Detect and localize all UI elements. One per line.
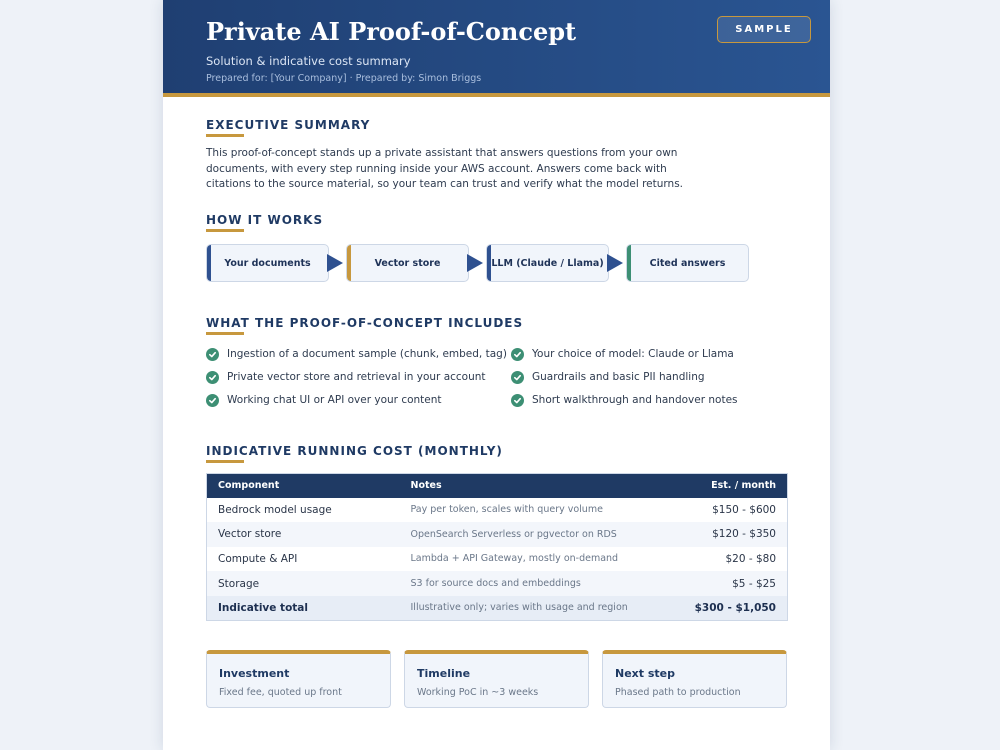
- column-header-component: Component: [207, 474, 400, 498]
- check-circle-icon: [511, 371, 524, 384]
- column-header-notes: Notes: [400, 474, 660, 498]
- include-item: [206, 370, 486, 384]
- table-row: [207, 498, 788, 523]
- card-text: Fixed fee, quoted up front: [219, 687, 342, 698]
- flow-step-label: Your documents: [224, 257, 311, 269]
- cell-notes: Lambda + API Gateway, mostly on-demand: [410, 553, 619, 565]
- flow-step-llm: [486, 244, 609, 282]
- executive-summary-text: [206, 146, 706, 193]
- include-item: [206, 393, 442, 407]
- check-circle-icon: [206, 371, 219, 384]
- heading-underline: [206, 229, 244, 232]
- cell-component: Compute & API: [218, 552, 298, 565]
- include-item: [511, 347, 734, 361]
- cell-total-label: Indicative total: [207, 596, 400, 621]
- summary-line: citations to the source material, so your team can trust and verify what the model returns.: [206, 178, 683, 190]
- heading-underline: [206, 332, 244, 335]
- cell-notes: Pay per token, scales with query volume: [410, 504, 603, 516]
- card-title: Investment: [219, 667, 290, 680]
- cell-total-estimate: $300 - $1,050: [660, 596, 788, 621]
- flow-step-vector-store: [346, 244, 469, 282]
- table-row: [207, 547, 788, 572]
- cell-component: Vector store: [207, 522, 400, 547]
- prepared-by-line: Prepared for: [Your Company] · Prepared by: Simon Briggs: [206, 73, 482, 84]
- document-header: [163, 0, 830, 97]
- includes-heading: WHAT THE PROOF-OF-CONCEPT INCLUDES: [206, 316, 524, 330]
- check-circle-icon: [206, 394, 219, 407]
- include-item-label: Guardrails and basic PII handling: [532, 371, 705, 383]
- include-item-label: Your choice of model: Claude or Llama: [532, 348, 734, 360]
- flow-step-label: Vector store: [374, 257, 441, 269]
- check-circle-icon: [511, 394, 524, 407]
- summary-line: documents, with every step running inside your AWS account. Answers come back with: [206, 162, 667, 175]
- include-item-label: Short walkthrough and handover notes: [532, 394, 738, 406]
- arrow-right-icon: [327, 254, 343, 272]
- check-circle-icon: [511, 348, 524, 361]
- how-it-works-heading: HOW IT WORKS: [206, 213, 324, 227]
- cell-estimate: $20 - $80: [725, 552, 776, 565]
- cell-estimate: $5 - $25: [660, 571, 788, 596]
- document-page: [163, 0, 830, 750]
- next-step-card: [602, 650, 787, 708]
- heading-underline: [206, 460, 244, 463]
- card-title: Next step: [615, 667, 675, 680]
- timeline-card: [404, 650, 589, 708]
- arrow-right-icon: [607, 254, 623, 272]
- cost-heading: INDICATIVE RUNNING COST (MONTHLY): [206, 444, 503, 458]
- include-item: [206, 347, 507, 361]
- include-item: [511, 370, 705, 384]
- flow-step-label: Cited answers: [649, 257, 726, 269]
- card-title: Timeline: [417, 667, 471, 680]
- include-item-label: Ingestion of a document sample (chunk, embed, tag): [227, 348, 507, 360]
- cell-notes: OpenSearch Serverless or pgvector on RDS: [400, 522, 660, 547]
- table-header-row: [207, 474, 788, 498]
- cell-estimate: $120 - $350: [660, 522, 788, 547]
- card-text: Working PoC in ~3 weeks: [417, 687, 539, 698]
- flow-step-accent-bar: [487, 245, 491, 281]
- card-text: Phased path to production: [615, 687, 741, 698]
- include-item-label: Working chat UI or API over your content: [227, 394, 442, 406]
- cell-component: Bedrock model usage: [218, 503, 332, 516]
- sample-badge: SAMPLE: [717, 16, 811, 43]
- cell-estimate: $150 - $600: [712, 503, 776, 516]
- document-subtitle: Solution & indicative cost summary: [206, 54, 411, 68]
- column-header-estimate: Est. / month: [660, 474, 788, 498]
- cell-notes: S3 for source docs and embeddings: [400, 571, 660, 596]
- check-circle-icon: [206, 348, 219, 361]
- cost-table: [206, 473, 788, 621]
- flow-step-accent-bar: [207, 245, 211, 281]
- flow-step-cited-answers: [626, 244, 749, 282]
- flow-step-label: LLM (Claude / Llama): [491, 257, 604, 269]
- heading-underline: [206, 134, 244, 137]
- cell-component: Storage: [207, 571, 400, 596]
- table-total-row: [207, 596, 788, 621]
- flow-step-accent-bar: [627, 245, 631, 281]
- cell-total-notes: Illustrative only; varies with usage and region: [400, 596, 660, 621]
- table-row: [207, 571, 788, 596]
- table-row: [207, 522, 788, 547]
- arrow-right-icon: [467, 254, 483, 272]
- executive-summary-heading: EXECUTIVE SUMMARY: [206, 118, 371, 132]
- document-title: Private AI Proof-of-Concept: [206, 17, 577, 46]
- investment-card: [206, 650, 391, 708]
- include-item-label: Private vector store and retrieval in your account: [227, 371, 486, 383]
- summary-line: This proof-of-concept stands up a private assistant that answers questions from your own: [206, 147, 678, 159]
- include-item: [511, 393, 738, 407]
- flow-step-accent-bar: [347, 245, 351, 281]
- flow-step-documents: [206, 244, 329, 282]
